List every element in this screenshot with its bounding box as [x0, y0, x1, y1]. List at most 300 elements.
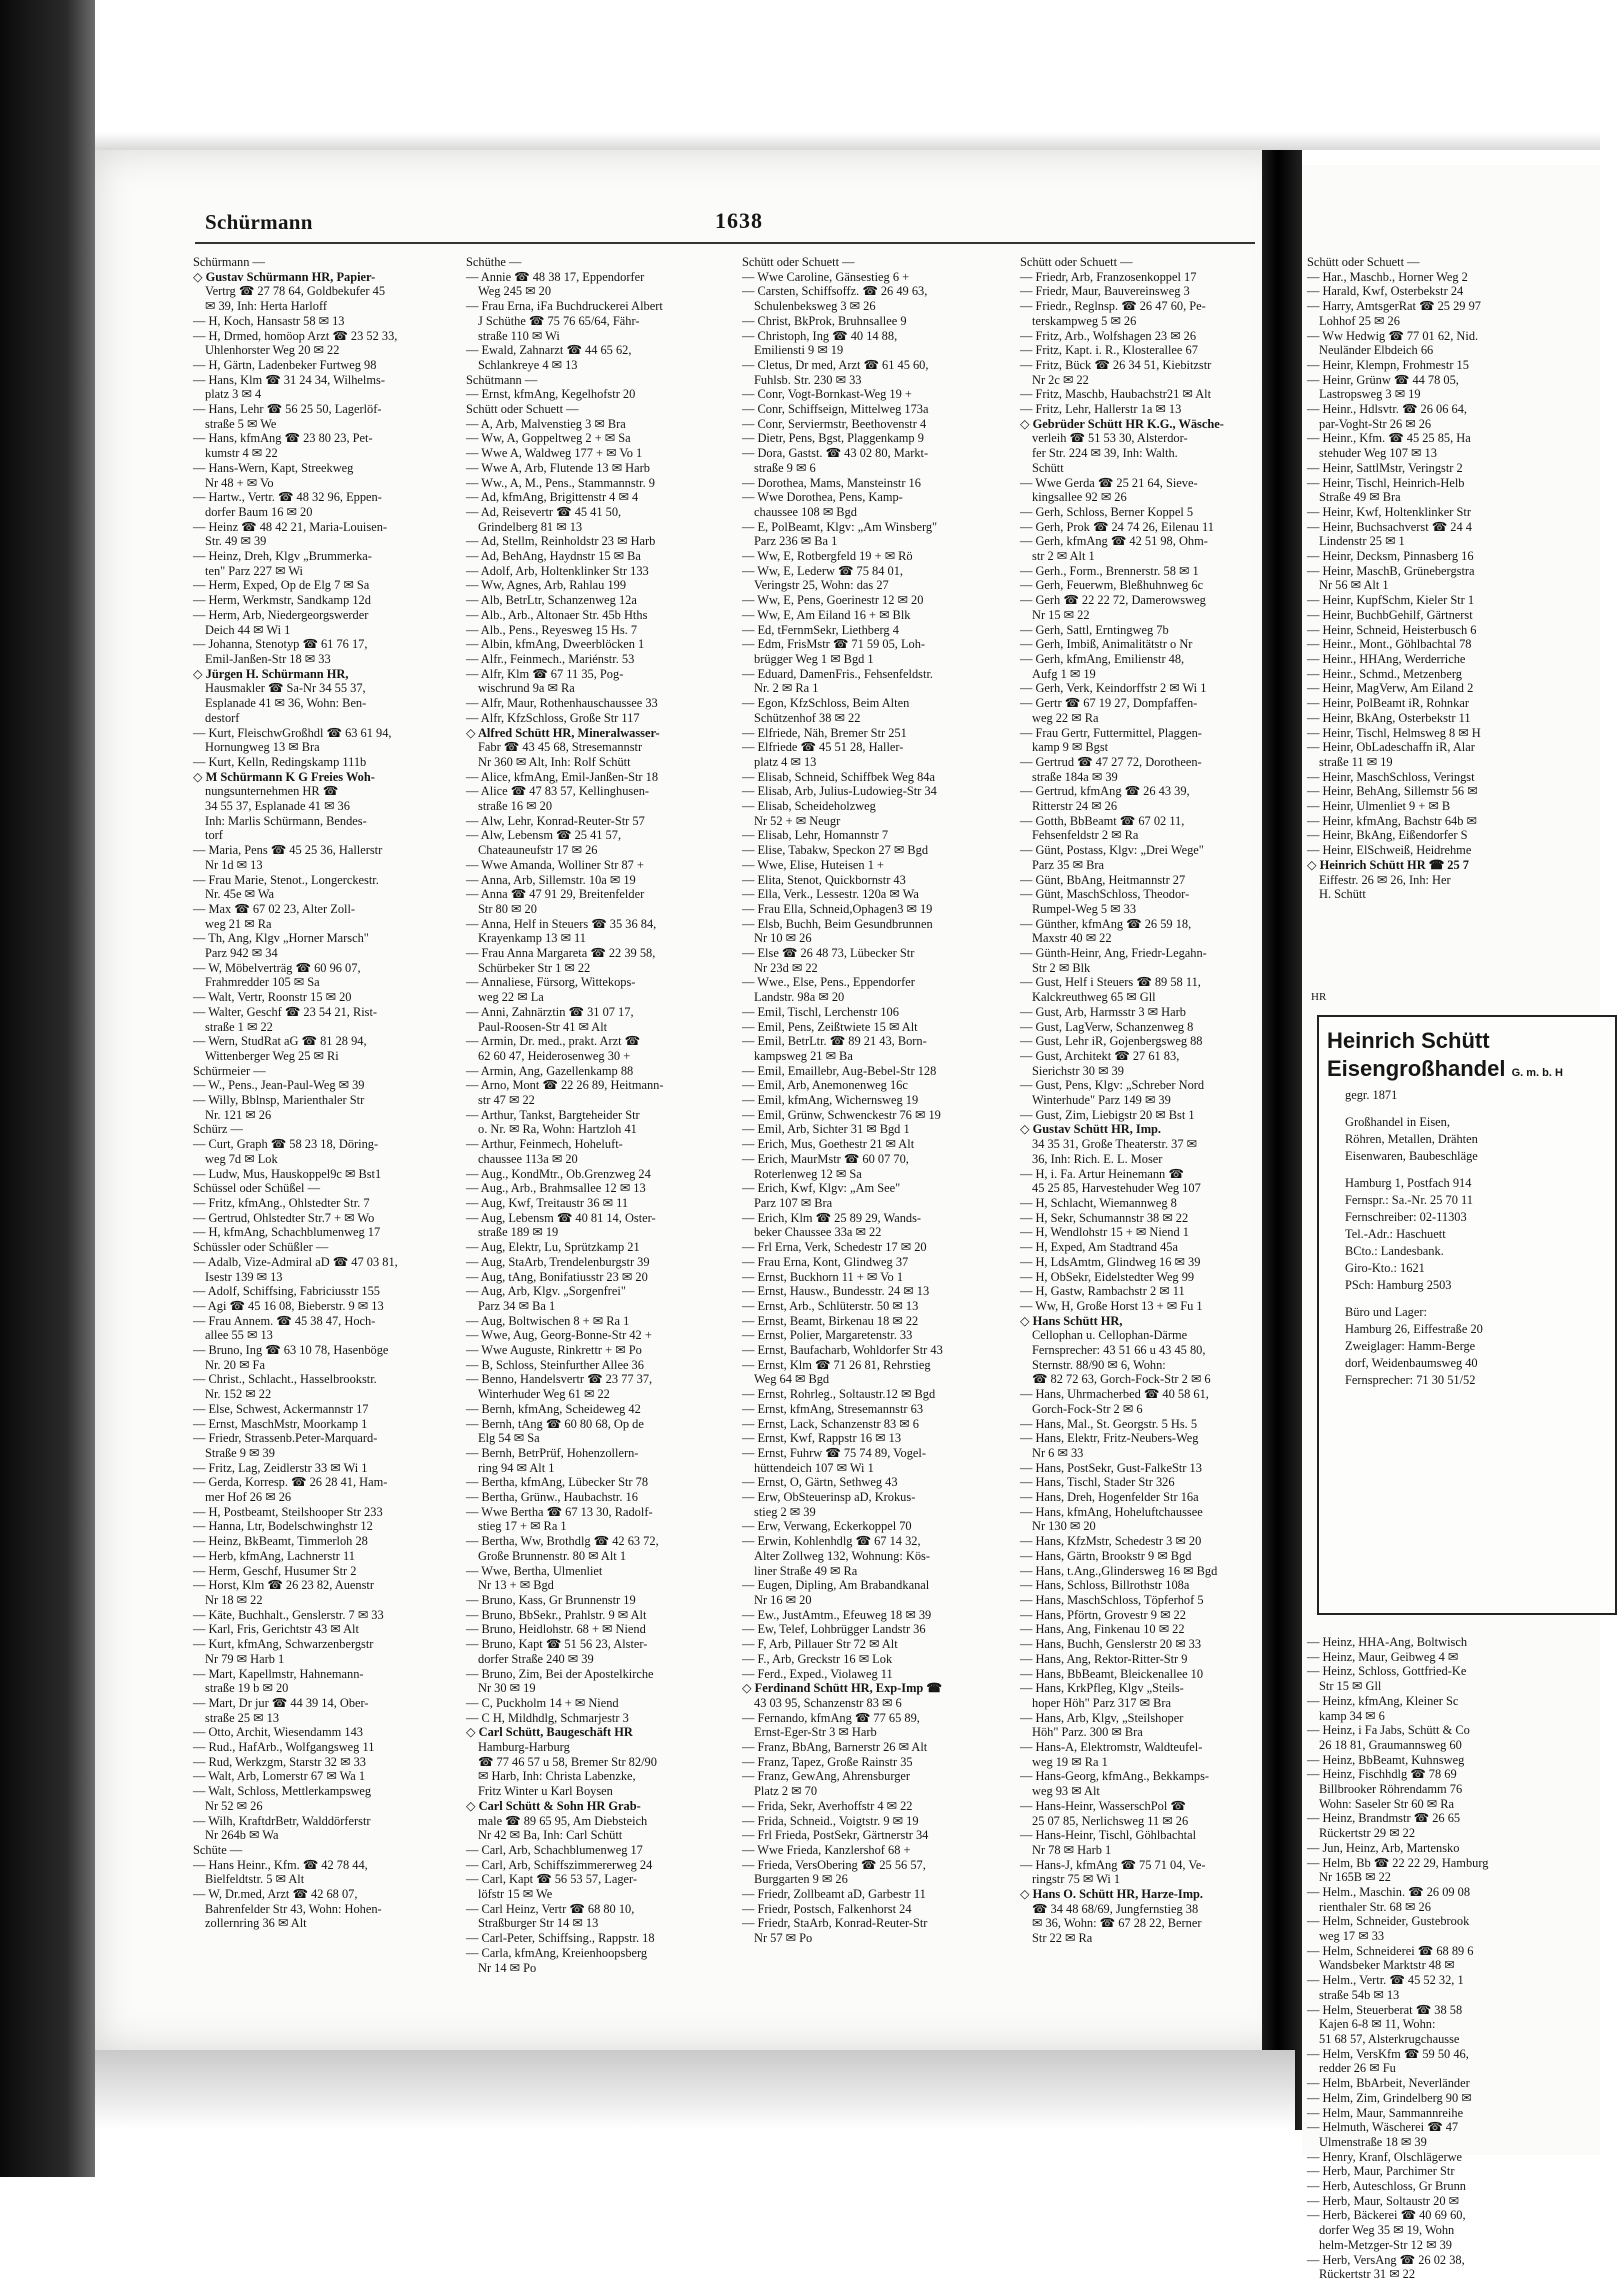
directory-column-2 [466, 255, 736, 2045]
directory-entry: — Armin, Ang, Gazellenkamp 88 [466, 1063, 634, 1078]
directory-entry: — Gerh, kfmAng, Emilienstr 48, [1020, 651, 1185, 666]
directory-entry: — Bernh, kfmAng, Scheideweg 42 [466, 1401, 641, 1416]
directory-entry: 45 25 85, Harvestehuder Weg 107 [1032, 1181, 1201, 1196]
directory-entry: — Elise, Tabakw, Speckon 27 ✉ Bgd [742, 843, 929, 858]
directory-entry: — Heinr, Schneid, Heisterbusch 6 [1307, 622, 1477, 637]
directory-entry: — Alfr, Klm ☎ 67 11 35, Pog- [466, 666, 624, 681]
directory-entry: ◇ Gebrüder Schütt HR K.G., Wäsche- [1020, 416, 1224, 431]
ad-detail-line: dorf, Weidenbaumsweg 40 [1345, 1356, 1478, 1370]
directory-entry: — Günther, kfmAng ☎ 26 59 18, [1020, 916, 1192, 931]
directory-entry: — Wwe A, Arb, Flutende 13 ✉ Harb [466, 460, 650, 475]
directory-entry: Sternstr. 88/90 ✉ 6, Wohn: [1032, 1357, 1166, 1372]
directory-column-4 [1020, 255, 1300, 2045]
directory-entry: — Conr, Vogt-Bornkast-Weg 19 + [742, 387, 912, 402]
directory-entry: — Fritz, Maschb, Haubachstr21 ✉ Alt [1020, 387, 1212, 402]
directory-entry: — Anna ☎ 47 91 29, Breitenfelder [466, 887, 645, 902]
directory-entry: — Heinr., Schmd., Metzenberg [1307, 666, 1462, 681]
directory-entry: Vertrg ☎ 27 78 64, Goldbekufer 45 [205, 284, 386, 299]
directory-entry: — Annie ☎ 48 38 17, Eppendorfer [466, 269, 645, 284]
directory-entry: weg 19 ✉ Ra 1 [1032, 1754, 1108, 1769]
directory-entry: str 47 ✉ 22 [478, 1093, 535, 1108]
directory-entry: — Ernst, Kwf, Rappstr 16 ✉ 13 [742, 1431, 902, 1446]
book-page-right [1302, 165, 1600, 2282]
directory-entry: — Gust, Pens, Klgv: „Schreber Nord [1020, 1078, 1205, 1093]
directory-entry: verleih ☎ 51 53 30, Alsterdor- [1032, 431, 1188, 446]
directory-entry: — Egon, KfzSchloss, Beim Alten [742, 696, 910, 711]
directory-entry: ◇ Jürgen H. Schürmann HR, [193, 666, 349, 681]
directory-entry: — Ww, E, Lederw ☎ 75 84 01, [742, 563, 903, 578]
directory-entry: weg 21 ✉ Ra [205, 916, 272, 931]
directory-entry: Nr 2c ✉ 22 [1032, 372, 1089, 387]
directory-entry: Ritterstr 24 ✉ 26 [1032, 799, 1118, 814]
directory-entry: — Cletus, Dr med, Arzt ☎ 61 45 60, [742, 357, 929, 372]
directory-entry: — Hans, t.Ang.,Glindersweg 16 ✉ Bgd [1020, 1563, 1218, 1578]
directory-entry: — Hans, Lehr ☎ 56 25 50, Lagerlöf- [193, 402, 382, 417]
directory-entry: o. Nr. ✉ Ra, Wohn: Hartzloh 41 [478, 1122, 637, 1137]
directory-entry: Esplanade 41 ✉ 36, Wohn: Ben- [205, 696, 367, 711]
directory-entry: — F, Arb, Pillauer Str 72 ✉ Alt [742, 1637, 898, 1652]
scan-border-left [0, 0, 95, 2177]
directory-entry: weg 7d ✉ Lok [205, 1151, 278, 1166]
directory-entry: — Ernst, Fuhrw ☎ 75 74 89, Vogel- [742, 1445, 926, 1460]
ad-detail-line: Zweiglager: Hamm-Berge [1345, 1339, 1476, 1353]
directory-entry: Krayenkamp 13 ✉ 11 [478, 931, 586, 946]
directory-entry: Fritz Winter u Karl Boysen [478, 1784, 613, 1799]
directory-entry: — Ww Hedwig ☎ 77 01 62, Nid. [1307, 328, 1479, 343]
directory-entry: — Günt, Postass, Klgv: „Drei Wege" [1020, 843, 1204, 858]
directory-entry: chaussee 108 ✉ Bgd [754, 504, 857, 519]
directory-entry: Nr. 2 ✉ Ra 1 [754, 681, 819, 696]
directory-entry: — Helm, Steuerberat ☎ 38 58 [1307, 2002, 1463, 2017]
directory-entry: — Har., Maschb., Horner Weg 2 [1307, 269, 1468, 284]
directory-entry: Höh" Parz. 300 ✉ Bra [1032, 1725, 1143, 1740]
directory-entry: Nr 130 ✉ 20 [1032, 1519, 1096, 1534]
directory-entry: — Heinr., HHAng, Werderriche [1307, 651, 1466, 666]
directory-entry: — Gotth, BbBeamt ☎ 67 02 11, [1020, 813, 1185, 828]
directory-entry: — Gust, Zim, Liebigstr 20 ✉ Bst 1 [1020, 1107, 1195, 1122]
directory-entry: — Hans, kfmAng ☎ 23 80 23, Pet- [193, 431, 373, 446]
directory-entry: — Ew., JustAmtm., Efeuweg 18 ✉ 39 [742, 1607, 932, 1622]
directory-entry: — Elita, Stenot, Quickbornstr 43 [742, 872, 906, 887]
directory-entry: — Hans, Ang, Finkenau 10 ✉ 22 [1020, 1622, 1185, 1637]
directory-entry: Schütt oder Schuett — [466, 402, 579, 417]
directory-entry: straße 11 ✉ 19 [1319, 754, 1393, 769]
directory-entry: straße 1 ✉ 22 [205, 1019, 273, 1034]
directory-entry: ☎ 34 48 68/69, Jungfernstieg 38 [1032, 1901, 1199, 1916]
directory-entry: — Gerh, Imbiß, Animalitätstr o Nr [1020, 637, 1193, 652]
directory-entry: — Hans-Georg, kfmAng., Bekkamps- [1020, 1769, 1210, 1784]
directory-entry: — Ernst, kfmAng, Kegelhofstr 20 [466, 387, 636, 402]
directory-entry: — Heinr, BkAng, Eißendorfer S [1307, 828, 1468, 843]
directory-entry: — Hartw., Vertr. ☎ 48 32 96, Eppen- [193, 490, 382, 505]
directory-entry: platz 3 ✉ 4 [205, 387, 262, 402]
directory-entry: — Helm., Vertr. ☎ 45 52 32, 1 [1307, 1973, 1464, 1988]
scan-border-top [95, 0, 1600, 150]
directory-entry: — Hans-A, Elektromstr, Waldteufel- [1020, 1740, 1203, 1755]
directory-entry: — Emil, BetrLtr. ☎ 89 21 43, Born- [742, 1034, 927, 1049]
directory-entry: hüttendeich 107 ✉ Wi 1 [754, 1460, 874, 1475]
directory-entry: — Walt, Arb, Lomerstr 67 ✉ Wa 1 [193, 1769, 366, 1784]
directory-entry: — H, Koch, Hansastr 58 ✉ 13 [193, 313, 345, 328]
directory-entry: — Günth-Heinr, Ang, Friedr-Legahn- [1020, 946, 1207, 961]
directory-entry: — Hans, Tischl, Stader Str 326 [1020, 1475, 1175, 1490]
directory-entry: ten" Parz 227 ✉ Wi [205, 563, 303, 578]
directory-entry: — Wwe A, Waldweg 177 + ✉ Vo 1 [466, 446, 643, 461]
directory-entry: — Emil, Grünw, Schwenckestr 76 ✉ 19 [742, 1107, 941, 1122]
directory-entry: — Herb, kfmAng, Lachnerstr 11 [193, 1548, 355, 1563]
directory-entry: — Ewald, Zahnarzt ☎ 44 65 62, [466, 343, 632, 358]
directory-entry: Schütt [1032, 460, 1064, 475]
directory-entry: — Ernst, O, Gärtn, Sethweg 43 [742, 1475, 898, 1490]
directory-entry: — Alfr, KfzSchloss, Große Str 117 [466, 710, 640, 725]
directory-entry: Chateauneufstr 17 ✉ 26 [478, 843, 598, 858]
scan-bottom-shadow [95, 2050, 1295, 2130]
directory-entry: ◇ Carl Schütt & Sohn HR Grab- [466, 1798, 641, 1813]
directory-entry: kamp 34 ✉ 6 [1319, 1708, 1385, 1723]
directory-entry: stieg 17 + ✉ Ra 1 [478, 1519, 567, 1534]
directory-entry: — Alw, Lebensm ☎ 25 41 57, [466, 828, 622, 843]
directory-entry: — Ernst, Rohrleg., Soltaustr.12 ✉ Bgd [742, 1387, 936, 1402]
directory-entry: Burggarten 9 ✉ 26 [754, 1872, 848, 1887]
ad-spacer [1327, 1294, 1607, 1304]
directory-entry: 36, Inh: Rich. E. L. Moser [1032, 1151, 1163, 1166]
directory-entry: — Bertha, kfmAng, Lübecker Str 78 [466, 1475, 649, 1490]
directory-entry: Hamburg-Harburg [478, 1740, 570, 1755]
ad-detail-line: Großhandel in Eisen, [1345, 1115, 1450, 1129]
directory-entry: terskampweg 5 ✉ 26 [1032, 313, 1137, 328]
directory-entry: — Heinr, Ulmenliet 9 + ✉ B [1307, 799, 1451, 814]
directory-entry: — Ernst, MaschMstr, Moorkamp 1 [193, 1416, 368, 1431]
directory-entry: — Edm, FrisMstr ☎ 71 59 05, Loh- [742, 637, 926, 652]
directory-entry: — Hans, Dreh, Hogenfelder Str 16a [1020, 1490, 1199, 1505]
directory-entry: — Günt, BbAng, Heitmannstr 27 [1020, 872, 1186, 887]
directory-entry: zollernring 36 ✉ Alt [205, 1916, 307, 1931]
page-number: 1638 [715, 208, 763, 233]
directory-entry: — Christoph, Ing ☎ 40 14 88, [742, 328, 898, 343]
ad-detail-line: Eisenwaren, Baubeschläge [1345, 1149, 1478, 1163]
directory-entry: — B, Schloss, Steinfurther Allee 36 [466, 1357, 644, 1372]
directory-entry: — Bruno, BbSekr., Prahlstr. 9 ✉ Alt [466, 1607, 647, 1622]
directory-entry: — Erich, Mus, Goethestr 21 ✉ Alt [742, 1137, 915, 1152]
directory-entry: — Wwe., Else, Pens., Eppendorfer [742, 975, 915, 990]
directory-entry: — Carsten, Schiffsoffz. ☎ 26 49 63, [742, 284, 928, 299]
directory-entry: — Hans, kfmAng, Hoheluftchaussee [1020, 1504, 1203, 1519]
directory-entry: — Helm, Maur, Sammannreihe [1307, 2105, 1464, 2120]
directory-entry: — Aug, Boltwischen 8 + ✉ Ra 1 [466, 1313, 630, 1328]
directory-entry: beker Chaussee 33a ✉ 22 [754, 1225, 882, 1240]
directory-entry: — Frida, Schneid., Voigtstr. 9 ✉ 19 [742, 1813, 919, 1828]
directory-entry: — Emil, Arb, Anemonenweg 16c [742, 1078, 908, 1093]
directory-entry: — Wwe, Aug, Georg-Bonne-Str 42 + [466, 1328, 652, 1343]
directory-entry: — H, LdsAmtm, Glindweg 16 ✉ 39 [1020, 1254, 1201, 1269]
directory-entry: — Anna, Arb, Sillemstr. 10a ✉ 19 [466, 872, 636, 887]
directory-entry: — Ernst, Hausw., Bundesstr. 24 ✉ 13 [742, 1284, 930, 1299]
directory-entry: — Heinr, Kwf, Holtenklinker Str [1307, 504, 1471, 519]
directory-entry: torf [205, 828, 223, 843]
directory-entry: — Gust, Helf i Steuers ☎ 89 58 11, [1020, 975, 1201, 990]
directory-entry: — Friedr, StaArb, Konrad-Reuter-Str [742, 1916, 928, 1931]
directory-entry: — Frau Ella, Schneid,Ophagen3 ✉ 19 [742, 901, 933, 916]
directory-entry: — Kurt, FleischwGroßhdl ☎ 63 61 94, [193, 725, 392, 740]
directory-entry: — Hans, BbBeamt, Bleickenallee 10 [1020, 1666, 1204, 1681]
directory-entry: — Friedr., Reglnsp. ☎ 26 47 60, Pe- [1020, 299, 1206, 314]
directory-entry: — Adolf, Arb, Holtenklinker Str 133 [466, 563, 649, 578]
directory-entry: — Mart, Kapellmstr, Hahnemann- [193, 1666, 364, 1681]
directory-entry: Emiliensti 9 ✉ 19 [754, 343, 844, 358]
directory-entry: Nr. 20 ✉ Fa [205, 1357, 265, 1372]
directory-entry: — H, Postbeamt, Steilshooper Str 233 [193, 1504, 383, 1519]
directory-entry: straße 25 ✉ 13 [205, 1710, 280, 1725]
directory-entry: dorfer Straße 240 ✉ 39 [478, 1651, 594, 1666]
directory-entry: 25 07 85, Nerlichsweg 11 ✉ 26 [1032, 1813, 1189, 1828]
ad-detail-line: Hamburg 1, Postfach 914 [1345, 1176, 1472, 1190]
directory-entry: — Helm, VersKfm ☎ 59 50 46, [1307, 2046, 1469, 2061]
directory-entry: — Helmuth, Wäscherei ☎ 47 [1307, 2120, 1459, 2135]
directory-entry: — Christ, BkProk, Bruhnsallee 9 [742, 313, 907, 328]
directory-entry: — Helm, Schneider, Gustebrook [1307, 1914, 1470, 1929]
directory-entry: Nr 13 + ✉ Bgd [478, 1578, 554, 1593]
directory-entry: — Gust, Arb, Harmsstr 3 ✉ Harb [1020, 1004, 1186, 1019]
directory-entry: chaussee 113a ✉ 20 [478, 1151, 578, 1166]
directory-entry: ◇ Ferdinand Schütt HR, Exp-Imp ☎ [742, 1681, 942, 1696]
directory-entry: — Wwe Auguste, Rinkrettr + ✉ Po [466, 1343, 642, 1358]
directory-entry: — Heinr, Tischl, Heinrich-Helb [1307, 475, 1465, 490]
directory-entry: — Hans, Ang, Rektor-Ritter-Str 9 [1020, 1651, 1188, 1666]
directory-entry: — Ernst, Beamt, Birkenau 18 ✉ 22 [742, 1313, 919, 1328]
directory-entry: — Wwe, Elise, Huteisen 1 + [742, 857, 884, 872]
directory-entry: Rumpel-Weg 5 ✉ 33 [1032, 901, 1137, 916]
directory-entry: — Willy, Bblnsp, Marienthaler Str [193, 1093, 365, 1108]
directory-entry: Aufg 1 ✉ 19 [1032, 666, 1096, 681]
directory-entry: — Helm, Schneiderei ☎ 68 89 6 [1307, 1943, 1474, 1958]
directory-entry: — H, kfmAng, Schachblumenweg 17 [193, 1225, 381, 1240]
directory-entry: Platz 2 ✉ 70 [754, 1784, 818, 1799]
directory-entry: — Hans, Uhrmacherbed ☎ 40 58 61, [1020, 1387, 1209, 1402]
directory-entry: — Heinr, Buchsachverst ☎ 24 4 [1307, 519, 1472, 534]
directory-entry: brügger Weg 1 ✉ Bgd 1 [754, 651, 874, 666]
directory-entry: Große Brunnenstr. 80 ✉ Alt 1 [478, 1548, 627, 1563]
directory-entry: — Fritz, Arb., Wolfshagen 23 ✉ 26 [1020, 328, 1197, 343]
directory-entry: — Helm., Maschin. ☎ 26 09 08 [1307, 1884, 1471, 1899]
directory-entry: — Franz, GewAng, Ahrensburger [742, 1769, 911, 1784]
directory-entry: — Elsb, Buchh, Beim Gesundbrunnen [742, 916, 933, 931]
directory-entry: ◇ M Schürmann K G Freies Woh- [193, 769, 375, 784]
directory-entry: Nr 1d ✉ 13 [205, 857, 263, 872]
directory-entry: — Bruno, Kass, Gr Brunnenstr 19 [466, 1592, 636, 1607]
directory-entry: — Aug., Arb., Brahmsallee 12 ✉ 13 [466, 1181, 646, 1196]
directory-entry: — Bernh, BetrPrüf, Hohenzollern- [466, 1445, 639, 1460]
directory-entry: rienthaler Str. 68 ✉ 26 [1319, 1899, 1431, 1914]
ad-company-type-main: Eisengroßhandel [1327, 1056, 1506, 1081]
directory-entry: Str 2 ✉ Blk [1032, 960, 1091, 975]
directory-entry: Nr 52 + ✉ Neugr [754, 813, 841, 828]
directory-entry: — Elfriede, Näh, Bremer Str 251 [742, 725, 907, 740]
directory-entry: — Helm, BbArbeit, Neverländer [1307, 2076, 1470, 2091]
directory-entry: — Dorothea, Mams, Mansteinstr 16 [742, 475, 921, 490]
directory-entry: — Gerh., Form., Brennerstr. 58 ✉ 1 [1020, 563, 1199, 578]
directory-entry: — Alice, kfmAng, Emil-Janßen-Str 18 [466, 769, 659, 784]
directory-entry: Schürbeker Str 1 ✉ 22 [478, 960, 591, 975]
directory-entry: — Eduard, DamenFris., Fehsenfeldstr. [742, 666, 933, 681]
directory-entry: — Günt, MaschSchloss, Theodor- [1020, 887, 1190, 902]
directory-entry: — Carla, kfmAng, Kreienhoopsberg [466, 1945, 648, 1960]
directory-entry: Weg 245 ✉ 20 [478, 284, 552, 299]
directory-entry: — Ww, E, Am Eiland 16 + ✉ Blk [742, 607, 911, 622]
directory-entry: allee 55 ✉ 13 [205, 1328, 273, 1343]
directory-entry: — Adalb, Vize-Admiral aD ☎ 47 03 81, [193, 1254, 398, 1269]
directory-entry: — Heinz, Schloss, Gottfried-Ke [1307, 1664, 1467, 1679]
directory-entry: — Conr, Schiffseign, Mittelweg 173a [742, 402, 929, 417]
directory-entry: Straße 9 ✉ 39 [205, 1445, 275, 1460]
directory-entry: J Schüthe ☎ 75 76 65/64, Fähr- [478, 313, 640, 328]
directory-entry: Lindenstr 25 ✉ 1 [1319, 534, 1405, 549]
directory-entry: — Wwe Frieda, Kanzlershof 68 + [742, 1842, 911, 1857]
ad-detail-line: Tel.-Adr.: Haschuett [1345, 1227, 1446, 1241]
directory-entry: Hausmakler ☎ Sa-Nr 34 55 37, [205, 681, 366, 696]
directory-entry: straße 9 ✉ 6 [754, 460, 816, 475]
directory-entry: Schütt oder Schuett — [1020, 255, 1133, 269]
directory-entry: — Arthur, Tankst, Bargteheider Str [466, 1107, 640, 1122]
directory-entry: Maxstr 40 ✉ 22 [1032, 931, 1112, 946]
directory-entry: Parz 942 ✉ 34 [205, 946, 278, 961]
directory-entry: — Alice ☎ 47 83 57, Kellinghusen- [466, 784, 650, 799]
directory-entry: — Harry, AmtsgerRat ☎ 25 29 97 [1307, 299, 1481, 314]
directory-entry: — Heinz, BkBeamt, Timmerloh 28 [193, 1534, 368, 1549]
directory-entry: — Elisab, Lehr, Homannstr 7 [742, 828, 889, 843]
directory-entry: 51 68 57, Alsterkrugchausse [1319, 2031, 1460, 2046]
directory-entry: — Hans, Pförtn, Grovestr 9 ✉ 22 [1020, 1607, 1186, 1622]
directory-entry: ◇ Gustav Schütt HR, Imp. [1020, 1122, 1162, 1137]
directory-entry: stehuder Weg 107 ✉ 13 [1319, 446, 1437, 461]
directory-entry: weg 22 ✉ La [478, 990, 544, 1005]
directory-entry: weg 17 ✉ 33 [1319, 1929, 1385, 1944]
directory-entry: — Anni, Zahnärztin ☎ 31 07 17, [466, 1004, 634, 1019]
directory-entry: Fabr ☎ 43 45 68, Stresemannstr [478, 740, 643, 755]
directory-entry: — Heinr, KupfSchm, Kieler Str 1 [1307, 593, 1475, 608]
directory-entry: ✉ 36, Wohn: ☎ 67 28 22, Berner [1032, 1916, 1202, 1931]
directory-entry: — Hans, MaschSchloss, Töpferhof 5 [1020, 1592, 1204, 1607]
directory-entry: wischrund 9a ✉ Ra [478, 681, 575, 696]
directory-entry: Nr 23d ✉ 22 [754, 960, 818, 975]
directory-entry: Schüssler oder Schüßler — [193, 1240, 329, 1255]
directory-entry: straße 54b ✉ 13 [1319, 1987, 1400, 2002]
directory-entry: — Elisab, Scheideholzweg [742, 799, 876, 814]
directory-entry: — Frau Erna, Kont, Glindweg 37 [742, 1254, 909, 1269]
directory-entry: Str 80 ✉ 20 [478, 901, 537, 916]
ad-detail-line: Fernsprecher: 71 30 51/52 [1345, 1373, 1476, 1387]
directory-entry: Frahmredder 105 ✉ Sa [205, 975, 320, 990]
directory-entry: Nr 165B ✉ 22 [1319, 1870, 1391, 1885]
directory-entry: Kajen 6-8 ✉ 11, Wohn: [1319, 2017, 1436, 2032]
directory-entry: — Erwin, Kohlenhdlg ☎ 67 14 32, [742, 1534, 921, 1549]
directory-entry: — Hans-Heinr, WasserschPol ☎ [1020, 1798, 1186, 1813]
directory-entry: Parz 107 ✉ Bra [754, 1196, 833, 1210]
directory-column-1 [193, 255, 461, 2045]
directory-entry: str 2 ✉ Alt 1 [1032, 549, 1095, 564]
directory-entry: — Ludw, Mus, Hauskoppel9c ✉ Bst1 [193, 1166, 382, 1181]
directory-entry: Schütmann — [466, 372, 538, 387]
header-rule [195, 242, 1255, 244]
directory-entry: — Ww, E, Rotbergfeld 19 + ✉ Rö [742, 549, 913, 564]
directory-entry: — Alb., Pens., Reyesweg 15 Hs. 7 [466, 622, 638, 637]
directory-entry: Veringstr 25, Wohn: das 27 [754, 578, 889, 593]
directory-entry: — Ad, Stellm, Reinholdstr 23 ✉ Harb [466, 534, 656, 549]
directory-entry: — Ferd., Exped., Violaweg 11 [742, 1666, 893, 1681]
directory-entry: — E, PolBeamt, Klgv: „Am Winsberg" [742, 519, 938, 534]
directory-entry: Nr 52 ✉ 26 [205, 1798, 263, 1813]
directory-entry: Neuländer Elbdeich 66 [1319, 343, 1434, 358]
directory-entry: — Fernando, kfmAng ☎ 77 65 89, [742, 1710, 920, 1725]
directory-entry: — Emil, Arb, Sichter 31 ✉ Bgd 1 [742, 1122, 910, 1137]
directory-entry: — Bruno, Ing ☎ 63 10 78, Hasenböge [193, 1343, 389, 1358]
directory-entry: — Frida, Sekr, Averhoffstr 4 ✉ 22 [742, 1798, 913, 1813]
directory-entry: — Frl Frieda, PostSekr, Gärtnerstr 34 [742, 1828, 929, 1843]
right-page-column [1307, 255, 1607, 2282]
directory-entry: — Ww, A, Goppeltweg 2 + ✉ Sa [466, 431, 631, 446]
directory-entry: Straße 49 ✉ Bra [1319, 490, 1401, 505]
directory-entry: — Ad, kfmAng, Brigittenstr 4 ✉ 4 [466, 490, 639, 505]
directory-entry: — Anna, Helf in Steuers ☎ 35 36 84, [466, 916, 657, 931]
directory-entry: Straßburger Str 14 ✉ 13 [478, 1916, 599, 1931]
directory-entry: löfstr 15 ✉ We [478, 1887, 553, 1902]
directory-entry: helm-Metzger-Str 12 ✉ 39 [1319, 2237, 1452, 2252]
directory-entry: — Heinr, ObLadeschaffn iR, Alar [1307, 740, 1475, 755]
directory-entry: nungsunternehmen HR ☎ [205, 784, 339, 799]
directory-entry: — Alb, BetrLtr, Schanzenweg 12a [466, 593, 637, 608]
directory-entry: — Heinr, ElSchweiß, Heidrehme [1307, 843, 1472, 858]
directory-entry: straße 16 ✉ 20 [478, 799, 553, 814]
directory-entry: — Erich, MaurMstr ☎ 60 07 70, [742, 1151, 909, 1166]
directory-entry: — Heinz, kfmAng, Kleiner Sc [1307, 1693, 1459, 1708]
directory-entry: — W, Dr.med, Arzt ☎ 42 68 07, [193, 1887, 358, 1902]
directory-entry: — Fritz, Kapt. i. R., Klosterallee 67 [1020, 343, 1198, 358]
directory-entry: — Bruno, Zim, Bei der Apostelkirche [466, 1666, 654, 1681]
directory-entry: kumstr 4 ✉ 22 [205, 446, 278, 461]
directory-entry: — Heinr., Hdlsvtr. ☎ 26 06 64, [1307, 402, 1467, 417]
directory-entry: — Gertrud, kfmAng ☎ 26 43 39, [1020, 784, 1190, 799]
directory-entry: — Bruno, Heidlohstr. 68 + ✉ Niend [466, 1622, 646, 1637]
directory-entry: — Gerh, Feuerwm, Bleßhuhnweg 6c [1020, 578, 1204, 593]
directory-entry: Wittenberger Weg 25 ✉ Ri [205, 1048, 339, 1063]
directory-entry: — Else, Schwest, Ackermannstr 17 [193, 1401, 369, 1416]
directory-entry: — Herm, Werkmstr, Sandkamp 12d [193, 593, 371, 608]
directory-entry: — Kurt, Kelln, Redingskamp 111b [193, 754, 367, 769]
directory-entry: — Emil, Emaillebr, Aug-Bebel-Str 128 [742, 1063, 937, 1078]
directory-entry: ✉ Harb, Inh: Christa Labenzke, [478, 1769, 636, 1784]
directory-entry: straße 19 b ✉ 20 [205, 1681, 289, 1696]
directory-entry: Schüte — [193, 1842, 243, 1857]
directory-entry: Deich 44 ✉ Wi 1 [205, 622, 291, 637]
ad-details [1327, 1087, 1607, 1389]
ad-detail-line: Fernspr.: Sa.-Nr. 25 70 11 [1345, 1193, 1473, 1207]
directory-entry: — Fritz, kfmAng., Ohlstedter Str. 7 [193, 1196, 370, 1210]
directory-entry: Ernst-Eger-Str 3 ✉ Harb [754, 1725, 877, 1740]
directory-entry: — Agi ☎ 45 16 08, Bieberstr. 9 ✉ 13 [193, 1298, 384, 1313]
directory-entry: kampsweg 21 ✉ Ba [754, 1048, 853, 1063]
directory-entry: — Aug, Elektr, Lu, Sprützkamp 21 [466, 1240, 640, 1255]
directory-entry: Uhlenhorster Weg 20 ✉ 22 [205, 343, 340, 358]
directory-entry: — Herb, Bäckerei ☎ 40 69 60, [1307, 2208, 1466, 2223]
directory-entry: Nr 79 ✉ Harb 1 [205, 1651, 285, 1666]
directory-entry: Winterhuder Weg 61 ✉ 22 [478, 1387, 610, 1402]
directory-entry: — Ernst, Klm ☎ 71 26 81, Rehrstieg [742, 1357, 931, 1372]
directory-entry: Parz 35 ✉ Bra [1032, 857, 1104, 872]
directory-entry: — Franz, Tapez, Große Rainstr 35 [742, 1754, 913, 1769]
directory-entry: Bielfeldtstr. 5 ✉ Alt [205, 1872, 305, 1887]
directory-entry: — Ernst, Polier, Margaretenstr. 33 [742, 1328, 913, 1343]
directory-entry: — Ad, BehAng, Haydnstr 15 ✉ Ba [466, 549, 641, 564]
directory-entry: — Ad, Reisevertr ☎ 45 41 50, [466, 504, 622, 519]
